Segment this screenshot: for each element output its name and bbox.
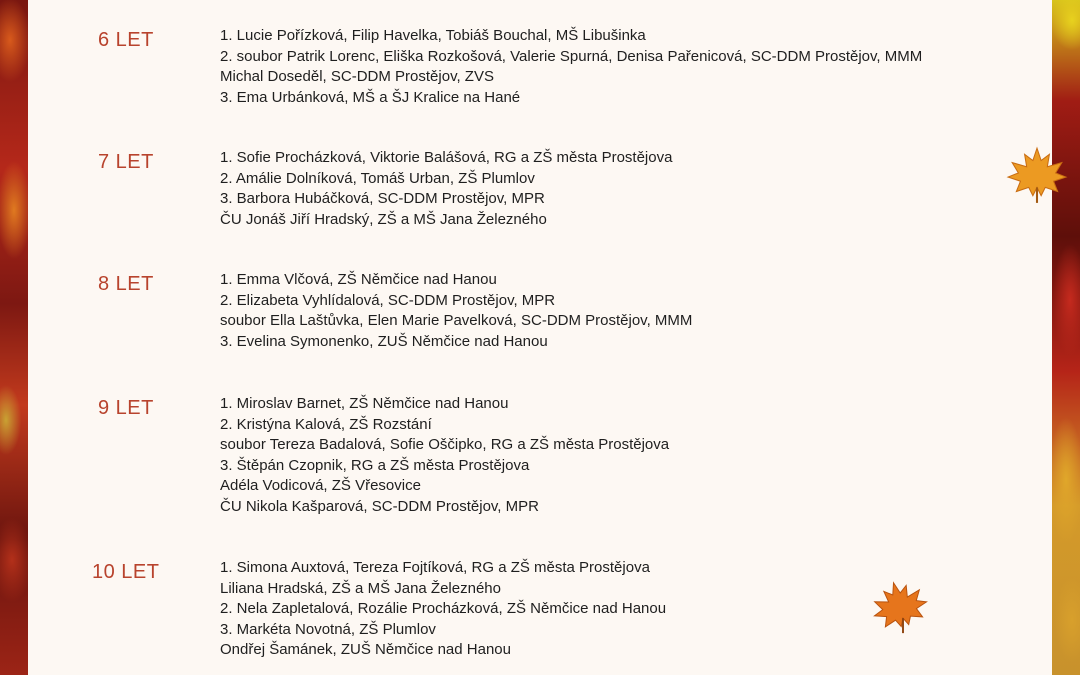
age-label: 9 LET [98, 397, 154, 419]
results-list [220, 394, 669, 518]
result-line: 3. Štěpán Czopnik, RG a ZŠ města Prostějova [220, 456, 530, 474]
result-line: 1. Miroslav Barnet, ZŠ Němčice nad Hanou [220, 395, 509, 412]
result-line: 3. Markéta Novotná, ZŠ Plumlov [220, 620, 436, 638]
result-line: ČU Nikola Kašparová, SC-DDM Prostějov, MPR [220, 497, 539, 515]
autumn-background-left [0, 0, 28, 675]
result-line: 1. Simona Auxtová, Tereza Fojtíková, RG a ZŠ města Prostějova [220, 559, 650, 576]
results-list [220, 558, 666, 661]
age-label: 6 LET [98, 29, 154, 51]
autumn-background-right [1052, 0, 1080, 675]
result-line: 2. Kristýna Kalová, ZŠ Rozstání [220, 415, 432, 433]
results-list [220, 26, 922, 108]
result-line: 1. Emma Vlčová, ZŠ Němčice nad Hanou [220, 271, 497, 288]
age-label: 7 LET [98, 151, 154, 173]
result-line: soubor Ella Laštůvka, Elen Marie Pavelková, SC-DDM Prostějov, MMM [220, 312, 693, 330]
result-line: 3. Evelina Symonenko, ZUŠ Němčice nad Hanou [220, 332, 548, 350]
maple-leaf-icon [870, 580, 930, 634]
result-line: ČU Jonáš Jiří Hradský, ZŠ a MŠ Jana Železného [220, 210, 547, 228]
result-line: 2. Nela Zapletalová, Rozálie Procházková, ZŠ Němčice nad Hanou [220, 600, 667, 618]
result-line: 1. Sofie Procházková, Viktorie Balášová, RG a ZŠ města Prostějova [220, 149, 673, 166]
results-sheet [28, 0, 1052, 675]
result-line: Liliana Hradská, ZŠ a MŠ Jana Železného [220, 579, 501, 597]
result-line: Adéla Vodicová, ZŠ Vřesovice [220, 477, 421, 495]
result-line: 1. Lucie Pořízková, Filip Havelka, Tobiáš Bouchal, MŠ Libušinka [220, 27, 646, 44]
result-line: soubor Tereza Badalová, Sofie Oščipko, RG a ZŠ města Prostějova [220, 436, 670, 454]
maple-leaf-icon [1006, 146, 1068, 204]
result-line: 2. Amálie Dolníková, Tomáš Urban, ZŠ Plumlov [220, 169, 535, 187]
result-line: Michal Doseděl, SC-DDM Prostějov, ZVS [220, 68, 494, 86]
result-line: Ondřej Šamánek, ZUŠ Němčice nad Hanou [220, 641, 511, 659]
result-line: 3. Ema Urbánková, MŠ a ŠJ Kralice na Hané [220, 88, 521, 106]
result-line: 2. soubor Patrik Lorenc, Eliška Rozkošová, Valerie Spurná, Denisa Pařenicová, SC-DDM Prostějov, MMM [220, 47, 923, 65]
results-list [220, 148, 672, 230]
age-label: 8 LET [98, 273, 154, 295]
age-label: 10 LET [92, 561, 160, 583]
results-list [220, 270, 692, 352]
result-line: 2. Elizabeta Vyhlídalová, SC-DDM Prostějov, MPR [220, 291, 556, 309]
result-line: 3. Barbora Hubáčková, SC-DDM Prostějov, MPR [220, 190, 545, 208]
